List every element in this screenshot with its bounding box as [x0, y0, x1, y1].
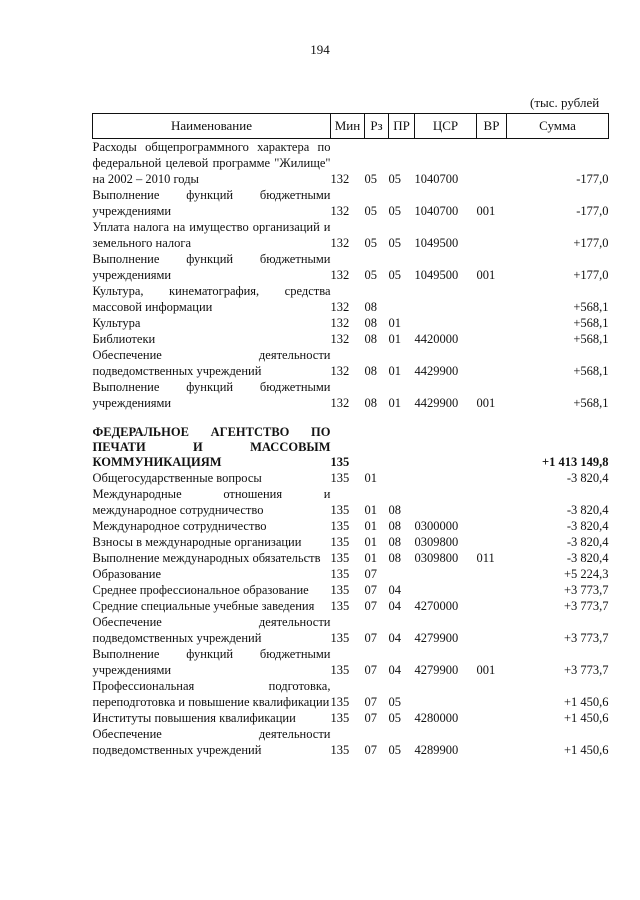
- cell-rz: 01: [364, 503, 377, 517]
- cell-min: 135: [330, 503, 350, 517]
- cell-vr: [477, 678, 507, 710]
- table-row: [93, 251, 609, 283]
- table-row: [93, 139, 609, 188]
- cell-rz: 01: [364, 551, 377, 565]
- cell-csr: 4270000: [414, 599, 459, 613]
- cell-min: 135: [330, 455, 350, 469]
- cell-pr: 05: [388, 695, 401, 709]
- section-spacer: [93, 411, 609, 425]
- table-row: [93, 283, 609, 315]
- header-rz: Рз: [365, 114, 389, 139]
- cell-rz: 08: [364, 364, 377, 378]
- cell-vr: [477, 614, 507, 646]
- cell-min: 135: [330, 535, 350, 549]
- cell-vr: [477, 582, 507, 598]
- header-pr: ПР: [389, 114, 415, 139]
- cell-pr: 08: [388, 535, 401, 549]
- header-name: Наименование: [93, 114, 331, 139]
- cell-rz: 07: [364, 567, 377, 581]
- cell-name: Образование: [92, 567, 162, 581]
- cell-min: 135: [330, 631, 350, 645]
- cell-sum: +3 773,7: [563, 599, 609, 613]
- cell-sum: -3 820,4: [566, 551, 609, 565]
- cell-rz: 05: [364, 204, 377, 218]
- cell-name: Международные отношения и международное сотрудничество: [92, 487, 331, 517]
- cell-name: Выполнение функций бюджетными учреждениями: [92, 252, 331, 282]
- cell-sum: +5 224,3: [563, 567, 609, 581]
- cell-sum: -177,0: [576, 204, 609, 218]
- cell-sum: +1 450,6: [563, 711, 609, 725]
- cell-sum: -3 820,4: [566, 535, 609, 549]
- cell-pr: [389, 470, 415, 486]
- cell-pr: 08: [388, 551, 401, 565]
- cell-sum: +177,0: [573, 268, 609, 282]
- cell-pr: 05: [388, 743, 401, 757]
- cell-csr: [415, 678, 477, 710]
- cell-pr: 01: [388, 364, 401, 378]
- cell-name: Средние специальные учебные заведения: [92, 599, 315, 613]
- cell-vr: [477, 331, 507, 347]
- cell-name: Выполнение функций бюджетными учреждениями: [92, 188, 331, 218]
- table-row: [93, 726, 609, 758]
- cell-vr: [477, 518, 507, 534]
- cell-sum: +568,1: [573, 396, 609, 410]
- cell-rz: [365, 425, 389, 470]
- table-row: [93, 582, 609, 598]
- table-row: [93, 598, 609, 614]
- cell-min: 135: [330, 519, 350, 533]
- cell-min: 132: [330, 316, 350, 330]
- cell-vr: [477, 425, 507, 470]
- cell-csr: [415, 425, 477, 470]
- cell-sum: +568,1: [573, 364, 609, 378]
- cell-sum: -177,0: [576, 172, 609, 186]
- cell-rz: 05: [364, 236, 377, 250]
- cell-pr: [389, 566, 415, 582]
- table-row: [93, 470, 609, 486]
- units-note: (тыс. рублей: [530, 95, 600, 110]
- table-row: [93, 614, 609, 646]
- table-row: [93, 534, 609, 550]
- cell-csr: 1040700: [414, 172, 459, 186]
- table-row: [93, 347, 609, 379]
- cell-pr: 01: [388, 332, 401, 346]
- cell-vr: [477, 347, 507, 379]
- cell-rz: 07: [364, 711, 377, 725]
- table-row: [93, 219, 609, 251]
- cell-csr: 4289900: [414, 743, 459, 757]
- cell-name: Обеспечение деятельности подведомственных учреждений: [92, 348, 331, 378]
- table-row: [93, 646, 609, 678]
- cell-pr: 08: [388, 503, 401, 517]
- cell-min: 135: [330, 711, 350, 725]
- cell-sum: +177,0: [573, 236, 609, 250]
- cell-sum: +1 450,6: [563, 695, 609, 709]
- cell-vr: [477, 315, 507, 331]
- cell-vr: 001: [476, 268, 496, 282]
- cell-csr: 4279900: [414, 631, 459, 645]
- cell-csr: [415, 283, 477, 315]
- cell-min: 135: [330, 695, 350, 709]
- cell-vr: [477, 534, 507, 550]
- cell-rz: 07: [364, 599, 377, 613]
- cell-min: 135: [330, 471, 350, 485]
- table-row: [93, 315, 609, 331]
- cell-min: 135: [330, 599, 350, 613]
- cell-pr: 04: [388, 663, 401, 677]
- table-row: [93, 187, 609, 219]
- cell-vr: 001: [476, 204, 496, 218]
- cell-name: Культура: [92, 316, 141, 330]
- table-row: [93, 566, 609, 582]
- cell-pr: 05: [388, 268, 401, 282]
- cell-vr: [477, 598, 507, 614]
- cell-name: Взносы в международные организации: [92, 535, 302, 549]
- cell-name: ФЕДЕРАЛЬНОЕ АГЕНТСТВО ПО ПЕЧАТИ И МАССОВЫМ КОММУНИКАЦИЯМ: [92, 425, 331, 469]
- table-row: [93, 550, 609, 566]
- cell-vr: [477, 726, 507, 758]
- header-min: Мин: [331, 114, 365, 139]
- cell-name: Выполнение функций бюджетными учреждениями: [92, 647, 331, 677]
- cell-min: 132: [330, 332, 350, 346]
- cell-rz: 07: [364, 631, 377, 645]
- cell-sum: +3 773,7: [563, 631, 609, 645]
- cell-min: 135: [330, 743, 350, 757]
- cell-min: 135: [330, 663, 350, 677]
- cell-rz: 08: [364, 300, 377, 314]
- cell-rz: 07: [364, 743, 377, 757]
- cell-name: Общегосударственные вопросы: [92, 471, 262, 485]
- cell-rz: 07: [364, 583, 377, 597]
- cell-csr: 0300000: [414, 519, 459, 533]
- cell-vr: [477, 470, 507, 486]
- cell-vr: [477, 139, 507, 188]
- cell-csr: 0309800: [414, 535, 459, 549]
- cell-name: Культура, кинематография, средства массовой информации: [92, 284, 331, 314]
- cell-csr: [415, 566, 477, 582]
- cell-csr: [415, 582, 477, 598]
- cell-pr: [389, 283, 415, 315]
- cell-sum: +3 773,7: [563, 663, 609, 677]
- cell-vr: [477, 566, 507, 582]
- cell-vr: 001: [476, 663, 496, 677]
- cell-min: 132: [330, 268, 350, 282]
- cell-vr: [477, 219, 507, 251]
- cell-csr: 4429900: [414, 364, 459, 378]
- cell-min: 135: [330, 551, 350, 565]
- cell-sum: +1 450,6: [563, 743, 609, 757]
- cell-name: Международное сотрудничество: [92, 519, 267, 533]
- table-row: [93, 486, 609, 518]
- page-number: 194: [310, 42, 330, 57]
- cell-csr: 1049500: [414, 268, 459, 282]
- cell-vr: 001: [476, 396, 496, 410]
- header-csr: ЦСР: [415, 114, 477, 139]
- cell-name: Расходы общепрограммного характера по федеральной целевой программе "Жилище" на 2002 – 2010 годы: [92, 140, 331, 186]
- header-sum: Сумма: [507, 114, 609, 139]
- header-vr: ВР: [477, 114, 507, 139]
- cell-pr: 04: [388, 631, 401, 645]
- cell-name: Профессиональная подготовка, переподготовка и повышение квалификации: [92, 679, 331, 709]
- cell-name: Библиотеки: [92, 332, 156, 346]
- cell-pr: 05: [388, 711, 401, 725]
- cell-rz: 01: [364, 519, 377, 533]
- table-row: [93, 425, 609, 470]
- cell-sum: +568,1: [573, 316, 609, 330]
- cell-pr: 05: [388, 236, 401, 250]
- cell-csr: 4279900: [414, 663, 459, 677]
- cell-rz: 01: [364, 471, 377, 485]
- cell-sum: -3 820,4: [566, 503, 609, 517]
- cell-csr: 1049500: [414, 236, 459, 250]
- cell-name: Институты повышения квалификации: [92, 711, 296, 725]
- table-row: [93, 678, 609, 710]
- cell-csr: [415, 486, 477, 518]
- cell-pr: [389, 425, 415, 470]
- cell-csr: 4420000: [414, 332, 459, 346]
- table-header-row: [93, 114, 609, 139]
- cell-pr: 01: [388, 396, 401, 410]
- cell-vr: [477, 710, 507, 726]
- cell-pr: 08: [388, 519, 401, 533]
- cell-min: 132: [330, 172, 350, 186]
- cell-min: 132: [330, 396, 350, 410]
- cell-name: Среднее профессиональное образование: [92, 583, 309, 597]
- budget-table: [92, 113, 609, 758]
- cell-sum: +3 773,7: [563, 583, 609, 597]
- table-row: [93, 331, 609, 347]
- table-body: [93, 139, 609, 759]
- cell-name: Обеспечение деятельности подведомственных учреждений: [92, 727, 331, 757]
- cell-sum: +568,1: [573, 332, 609, 346]
- cell-pr: 04: [388, 599, 401, 613]
- cell-rz: 08: [364, 396, 377, 410]
- cell-csr: [415, 470, 477, 486]
- cell-rz: 05: [364, 172, 377, 186]
- cell-min: 135: [330, 583, 350, 597]
- cell-rz: 07: [364, 663, 377, 677]
- cell-rz: 07: [364, 695, 377, 709]
- cell-name: Уплата налога на имущество организаций и земельного налога: [92, 220, 331, 250]
- cell-csr: 4280000: [414, 711, 459, 725]
- cell-pr: 01: [388, 316, 401, 330]
- cell-csr: 0309800: [414, 551, 459, 565]
- cell-min: 132: [330, 204, 350, 218]
- cell-rz: 08: [364, 316, 377, 330]
- cell-csr: 1040700: [414, 204, 459, 218]
- cell-name: Выполнение функций бюджетными учреждениями: [92, 380, 331, 410]
- cell-rz: 08: [364, 332, 377, 346]
- table-row: [93, 710, 609, 726]
- cell-sum: +1 413 149,8: [542, 455, 609, 469]
- cell-name: Обеспечение деятельности подведомственных учреждений: [92, 615, 331, 645]
- cell-sum: -3 820,4: [566, 519, 609, 533]
- cell-csr: [415, 315, 477, 331]
- cell-rz: 01: [364, 535, 377, 549]
- table-row: [93, 518, 609, 534]
- cell-sum: +568,1: [573, 300, 609, 314]
- cell-min: 135: [330, 567, 350, 581]
- cell-sum: -3 820,4: [566, 471, 609, 485]
- cell-pr: 05: [388, 172, 401, 186]
- cell-vr: [477, 486, 507, 518]
- table-row: [93, 379, 609, 411]
- cell-min: 132: [330, 364, 350, 378]
- cell-name: Выполнение международных обязательств: [92, 551, 321, 565]
- cell-min: 132: [330, 236, 350, 250]
- cell-vr: [477, 283, 507, 315]
- cell-pr: 04: [388, 583, 401, 597]
- cell-pr: 05: [388, 204, 401, 218]
- cell-min: 132: [330, 300, 350, 314]
- cell-rz: 05: [364, 268, 377, 282]
- cell-csr: 4429900: [414, 396, 459, 410]
- cell-vr: 011: [476, 551, 495, 565]
